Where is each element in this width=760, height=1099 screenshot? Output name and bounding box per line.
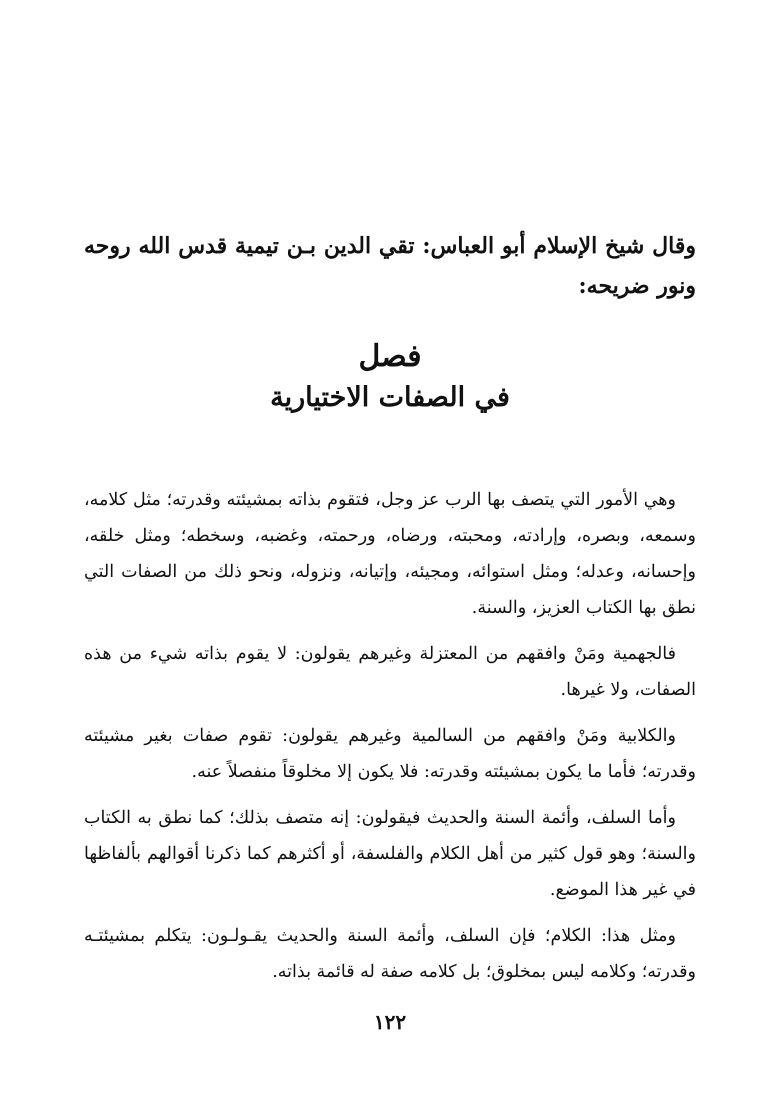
paragraph-2: فالجهمية ومَنْ وافقهم من المعتزلة وغيرهم يقولون: لا يقوم بذاته شيء من هذه الصفات، ولا غيرها. bbox=[84, 644, 696, 700]
paragraph-5: ومثل هذا: الكلام؛ فإن السلف، وأئمة السنة والحديث يقـولـون: يتكلم بمشيئتـه وقدرته؛ وكلامه ليس بمخلوق؛ بل كلامه صفة له قائمة بذاته. bbox=[84, 926, 696, 982]
section-heading bbox=[84, 338, 696, 420]
section-title: فصل bbox=[358, 339, 422, 374]
body-text bbox=[84, 482, 696, 1000]
paragraph-1: وهي الأمور التي يتصف بها الرب عز وجل، فتقوم بذاته بمشيئته وقدرته؛ مثل كلامه، وسمعه، وبصره، وإرادته، ومحبته، ورضاه، ورحمته، وغضبه، وسخطه؛ ومثل خلقه، وإحسانه، وعدله؛ ومثل استوائه، ومجيئه، وإتيانه، ونزوله، ونحو ذلك من الصفات التي نطق بها الكتاب العزيز، والسنة. bbox=[84, 490, 696, 618]
paragraph-3: والكلابية ومَنْ وافقهم من السالمية وغيرهم يقولون: تقوم صفات بغير مشيئته وقدرته؛ فأما ما يكون بمشيئته وقدرته: فلا يكون إلا مخلوقاً منفصلاً عنه. bbox=[84, 726, 696, 782]
page-number: ١٢٢ bbox=[373, 1010, 407, 1034]
paragraph-4: وأما السلف، وأئمة السنة والحديث فيقولون: إنه متصف بذلك؛ كما نطق به الكتاب والسنة؛ وهو قول كثير من أهل الكلام والفلسفة، أو أكثرهم كما ذكرنا أقوالهم بألفاظها في غير هذا الموضع. bbox=[84, 808, 696, 900]
section-subtitle: في الصفات الاختيارية bbox=[270, 382, 510, 413]
intro-text: وقال شيخ الإسلام أبو العباس: تقي الدين بـن تيمية قدس الله روحه ونور ضريحه: bbox=[84, 233, 696, 299]
document-page bbox=[84, 0, 696, 1099]
